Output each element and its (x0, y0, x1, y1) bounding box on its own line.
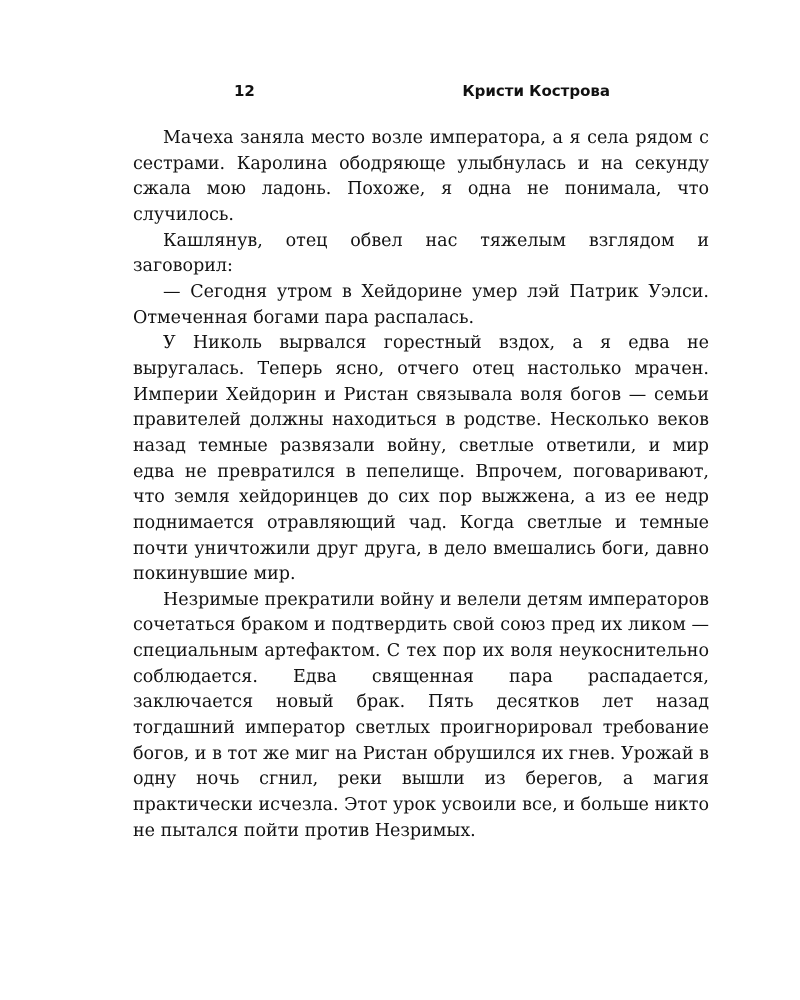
paragraph: У Николь вырвался горестный вздох, а я едва не выругалась. Теперь ясно, отчего отец настолько мрачен. Империи Хейдорин и Ристан связывала воля богов — семьи правителей должны находиться в родстве. Несколько веков назад темные развязали войну, светлые ответили, и мир едва не превратился в пепелище. Впрочем, поговаривают, что земля хейдоринцев до сих пор выжжена, а из ее недр поднимается отравляющий чад. Когда светлые и темные почти уничтожили друг друга, в дело вмешались боги, давно покинувшие мир. (133, 333, 709, 585)
page-number: 12 (234, 82, 255, 100)
body-text (133, 126, 709, 844)
paragraph: Кашлянув, отец обвел нас тяжелым взглядом и заговорил: (133, 230, 709, 277)
author-name: Кристи Кострова (462, 82, 610, 100)
paragraph: Незримые прекратили войну и велели детям императоров сочетаться браком и подтвердить свой союз пред их ликом — специальным артефактом. С тех пор их воля неукоснительно соблюдается. Едва священная пара распадается, заключается новый брак. Пять десятков лет назад тогдашний император светлых проигнорировал требование богов, и в тот же миг на Ристан обрушился их гнев. Урожай в одну ночь сгнил, реки вышли из берегов, а магия практически исчезла. Этот урок усвоили все, и больше никто не пытался пойти против Незримых. (133, 589, 709, 841)
dialogue-paragraph: — Сегодня утром в Хейдорине умер лэй Патрик Уэлси. Отмеченная богами пара распалась. (133, 281, 709, 328)
paragraph: Мачеха заняла место возле императора, а я села рядом с сестрами. Каролина ободряюще улыбнулась и на секунду сжала мою ладонь. Похоже, я одна не понимала, что случилось. (133, 128, 709, 225)
running-header (232, 82, 610, 104)
